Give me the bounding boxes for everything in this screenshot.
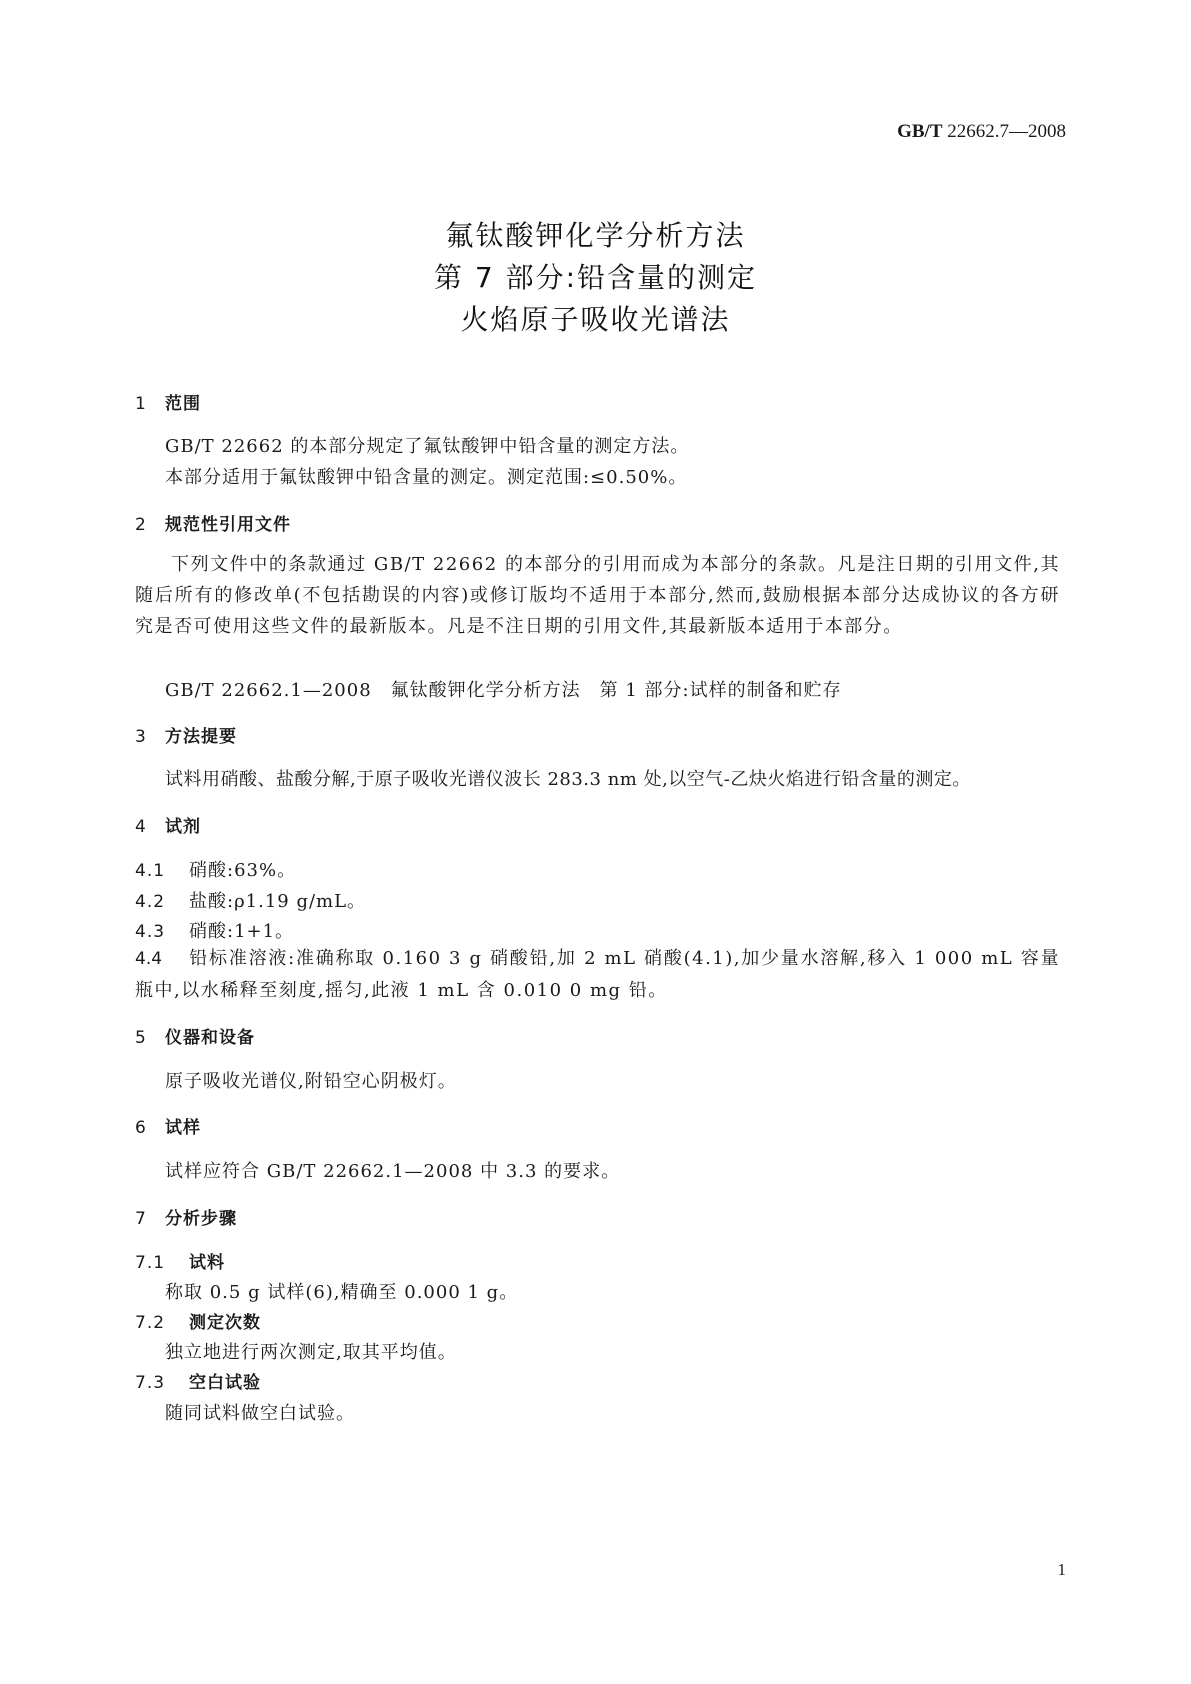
document-title-line-1: 氟钛酸钾化学分析方法 — [445, 219, 746, 252]
section-title: 范围 — [165, 394, 201, 414]
subsection-7-1-heading — [135, 1248, 225, 1273]
section-title: 试样 — [165, 1118, 201, 1138]
section-4-heading — [135, 812, 201, 837]
subsection-title: 测定次数 — [189, 1313, 261, 1333]
standard-number: 22662.7—2008 — [947, 121, 1066, 142]
subsection-number: 7.2 — [135, 1313, 166, 1333]
section-title: 试剂 — [165, 817, 201, 837]
section-1-heading — [135, 389, 201, 414]
reagent-item — [135, 887, 366, 913]
section-3-heading — [135, 722, 237, 747]
subsection-number: 7.1 — [135, 1253, 166, 1273]
item-number: 4.3 — [135, 922, 166, 942]
section-6-paragraph: 试样应符合 GB/T 22662.1—2008 中 3.3 的要求。 — [165, 1161, 621, 1182]
standard-prefix: GB/T — [897, 121, 943, 142]
item-text: 盐酸:ρ1.19 g/mL。 — [189, 891, 367, 912]
subsection-title: 空白试验 — [189, 1373, 261, 1393]
item-number: 4.2 — [135, 892, 166, 912]
section-number: 5 — [135, 1028, 147, 1048]
section-number: 3 — [135, 727, 147, 747]
section-2-paragraph: 下列文件中的条款通过 GB/T 22662 的本部分的引用而成为本部分的条款。凡是注日期的引用文件,其随后所有的修改单(不包括勘误的内容)或修订版均不适用于本部分,然而,鼓励根据本部分达成协议的各方研究是否可使用这些文件的最新版本。凡是不注日期的引用文件,其最新版本适用于本部分。 — [135, 554, 1060, 637]
section-number: 1 — [135, 394, 147, 414]
section-title: 规范性引用文件 — [165, 515, 291, 535]
section-number: 6 — [135, 1118, 147, 1138]
item-number: 4.4 — [135, 949, 163, 969]
subsection-7-3-heading — [135, 1368, 261, 1393]
page-number: 1 — [1057, 1560, 1066, 1579]
document-title-line-2: 第 7 部分:铅含量的测定 — [433, 261, 758, 294]
section-2-heading — [135, 510, 291, 535]
reagent-item — [135, 856, 296, 882]
subsection-7-2-heading — [135, 1308, 261, 1333]
section-7-heading — [135, 1204, 237, 1229]
normative-reference: GB/T 22662.1—2008 氟钛酸钾化学分析方法 第 1 部分:试样的制备和贮存 — [165, 680, 842, 701]
section-5-heading — [135, 1023, 255, 1048]
item-text: 铅标准溶液:准确称取 0.160 3 g 硝酸铅,加 2 mL 硝酸(4.1),加少量水溶解,移入 1 000 mL 容量瓶中,以水稀释至刻度,摇匀,此液 1 mL 含 0.010 0 mg 铅。 — [135, 948, 1060, 1001]
subsection-7-2-text: 独立地进行两次测定,取其平均值。 — [165, 1342, 457, 1363]
section-title: 分析步骤 — [165, 1209, 237, 1229]
item-number: 4.1 — [135, 861, 166, 881]
item-text: 硝酸:63%。 — [189, 860, 297, 881]
subsection-7-1-text: 称取 0.5 g 试样(6),精确至 0.000 1 g。 — [165, 1282, 519, 1303]
section-number: 2 — [135, 515, 147, 535]
item-text: 硝酸:1+1。 — [189, 921, 295, 942]
section-6-heading — [135, 1113, 201, 1138]
reagent-item — [135, 943, 1060, 1006]
subsection-title: 试料 — [189, 1253, 225, 1273]
section-title: 方法提要 — [165, 727, 237, 747]
section-1-paragraph-1: GB/T 22662 的本部分规定了氟钛酸钾中铅含量的测定方法。 — [165, 436, 690, 457]
subsection-number: 7.3 — [135, 1373, 166, 1393]
document-title-line-3: 火焰原子吸收光谱法 — [460, 303, 731, 336]
section-number: 4 — [135, 817, 147, 837]
subsection-7-3-text: 随同试料做空白试验。 — [165, 1403, 355, 1424]
section-5-paragraph: 原子吸收光谱仪,附铅空心阴极灯。 — [165, 1071, 457, 1092]
section-title: 仪器和设备 — [165, 1028, 255, 1048]
section-number: 7 — [135, 1209, 147, 1229]
section-3-paragraph: 试料用硝酸、盐酸分解,于原子吸收光谱仪波长 283.3 nm 处,以空气-乙炔火焰进行铅含量的测定。 — [165, 769, 971, 790]
section-1-paragraph-2: 本部分适用于氟钛酸钾中铅含量的测定。测定范围:≤0.50%。 — [165, 467, 688, 488]
standard-code — [897, 121, 1066, 143]
reagent-item — [135, 917, 294, 943]
